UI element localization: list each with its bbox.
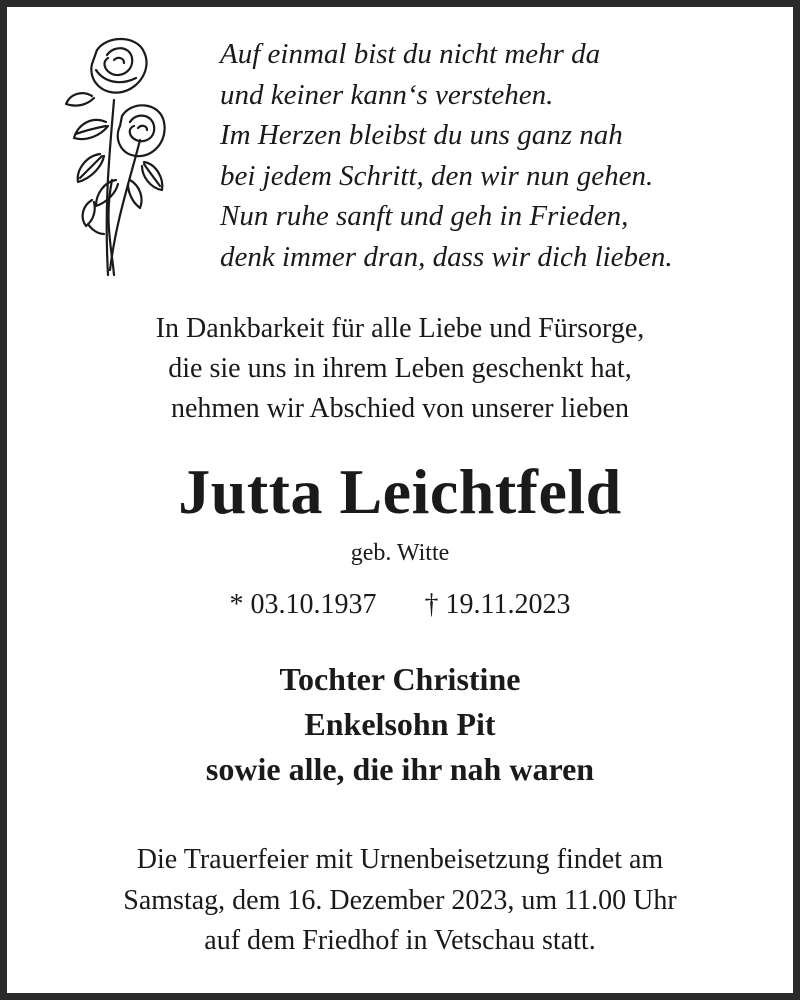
intro-line: nehmen wir Abschied von unserer lieben [171,393,629,424]
life-dates [7,585,793,625]
service-info [7,840,793,962]
poem [220,34,780,277]
birth-date: * 03.10.1937 [229,589,377,620]
poem-line: Nun ruhe sanft und geh in Frieden, [220,200,629,232]
rose-icon [52,30,172,280]
intro-line: In Dankbarkeit für alle Liebe und Fürsorge, [155,313,645,344]
poem-line: und keiner kann‘s verstehen. [220,78,554,111]
mourners [7,657,793,792]
death-date: † 19.11.2023 [424,589,571,620]
mourner-line: Tochter Christine [279,661,521,697]
poem-line: Im Herzen bleibst du uns ganz nah [220,119,623,151]
poem-line: bei jedem Schritt, den wir nun gehen. [220,159,654,192]
service-line: auf dem Friedhof in Vetschau statt. [204,925,596,956]
deceased-name: Jutta Leichtfeld [178,456,622,527]
service-line: Samstag, dem 16. Dezember 2023, um 11.00 Uhr [123,884,677,916]
intro-text [7,309,793,429]
service-line: Die Trauerfeier mit Urnenbeisetzung findet am [136,844,664,875]
mourner-line: Enkelsohn Pit [304,706,496,742]
intro-line: die sie uns in ihrem Leben geschenkt hat, [168,353,632,384]
poem-line: denk immer dran, dass wir dich lieben. [220,240,673,273]
poem-line: Auf einmal bist du nicht mehr da [220,38,601,70]
maiden-name: geb. Witte [350,540,450,566]
mourner-line: sowie alle, die ihr nah waren [205,751,595,787]
